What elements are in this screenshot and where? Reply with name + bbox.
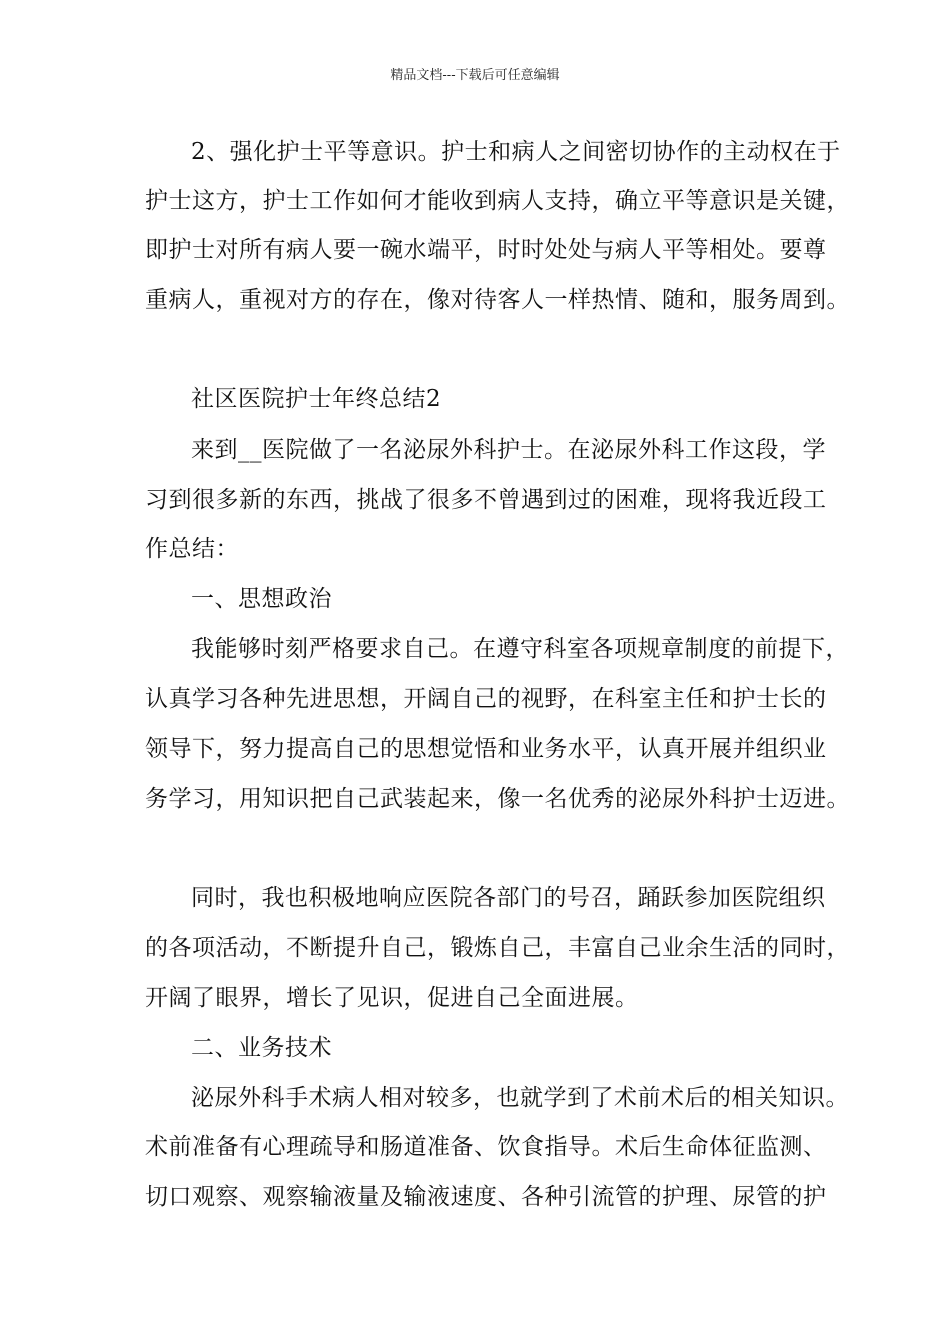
paragraph-line: 认真学习各种先进思想，开阔自己的视野，在科室主任和护士长的 [145,686,827,712]
paragraph-line: 术前准备有心理疏导和肠道准备、饮食指导。术后生命体征监测、 [145,1134,827,1160]
paragraph-line: 重病人，重视对方的存在，像对待客人一样热情、随和，服务周到。 [145,287,850,313]
paragraph-line: 领导下，努力提高自己的思想觉悟和业务水平，认真开展并组织业 [145,736,827,762]
paragraph-line: 作总结： [145,536,239,562]
paragraph-line: 护士这方，护士工作如何才能收到病人支持，确立平等意识是关键， [145,188,850,214]
section-title: 社区医院护士年终总结2 [191,386,442,412]
paragraph-line: 即护士对所有病人要一碗水端平，时时处处与病人平等相处。要尊 [145,237,827,263]
section-heading: 二、业务技术 [191,1035,332,1061]
paragraph-line: 的各项活动，不断提升自己，锻炼自己，丰富自己业余生活的同时， [145,935,850,961]
paragraph-line: 务学习，用知识把自己武装起来，像一名优秀的泌尿外科护士迈进。 [145,786,850,812]
paragraph-line: 同时，我也积极地响应医院各部门的号召，踊跃参加医院组织 [191,885,826,911]
page-header: 精品文档---下载后可任意编辑 [390,68,560,83]
section-heading: 一、思想政治 [191,586,332,612]
paragraph-line: 开阔了眼界，增长了见识，促进自己全面进展。 [145,985,639,1011]
paragraph-line: 我能够时刻严格要求自己。在遵守科室各项规章制度的前提下， [191,636,849,662]
paragraph-line: 泌尿外科手术病人相对较多，也就学到了术前术后的相关知识。 [191,1085,849,1111]
paragraph-line: 2、强化护士平等意识。护士和病人之间密切协作的主动权在于 [191,139,841,165]
paragraph-line: 来到__医院做了一名泌尿外科护士。在泌尿外科工作这段，学 [191,437,826,463]
paragraph-line: 切口观察、观察输液量及输液速度、各种引流管的护理、尿管的护 [145,1184,827,1210]
paragraph-line: 习到很多新的东西，挑战了很多不曾遇到过的困难，现将我近段工 [145,487,827,513]
